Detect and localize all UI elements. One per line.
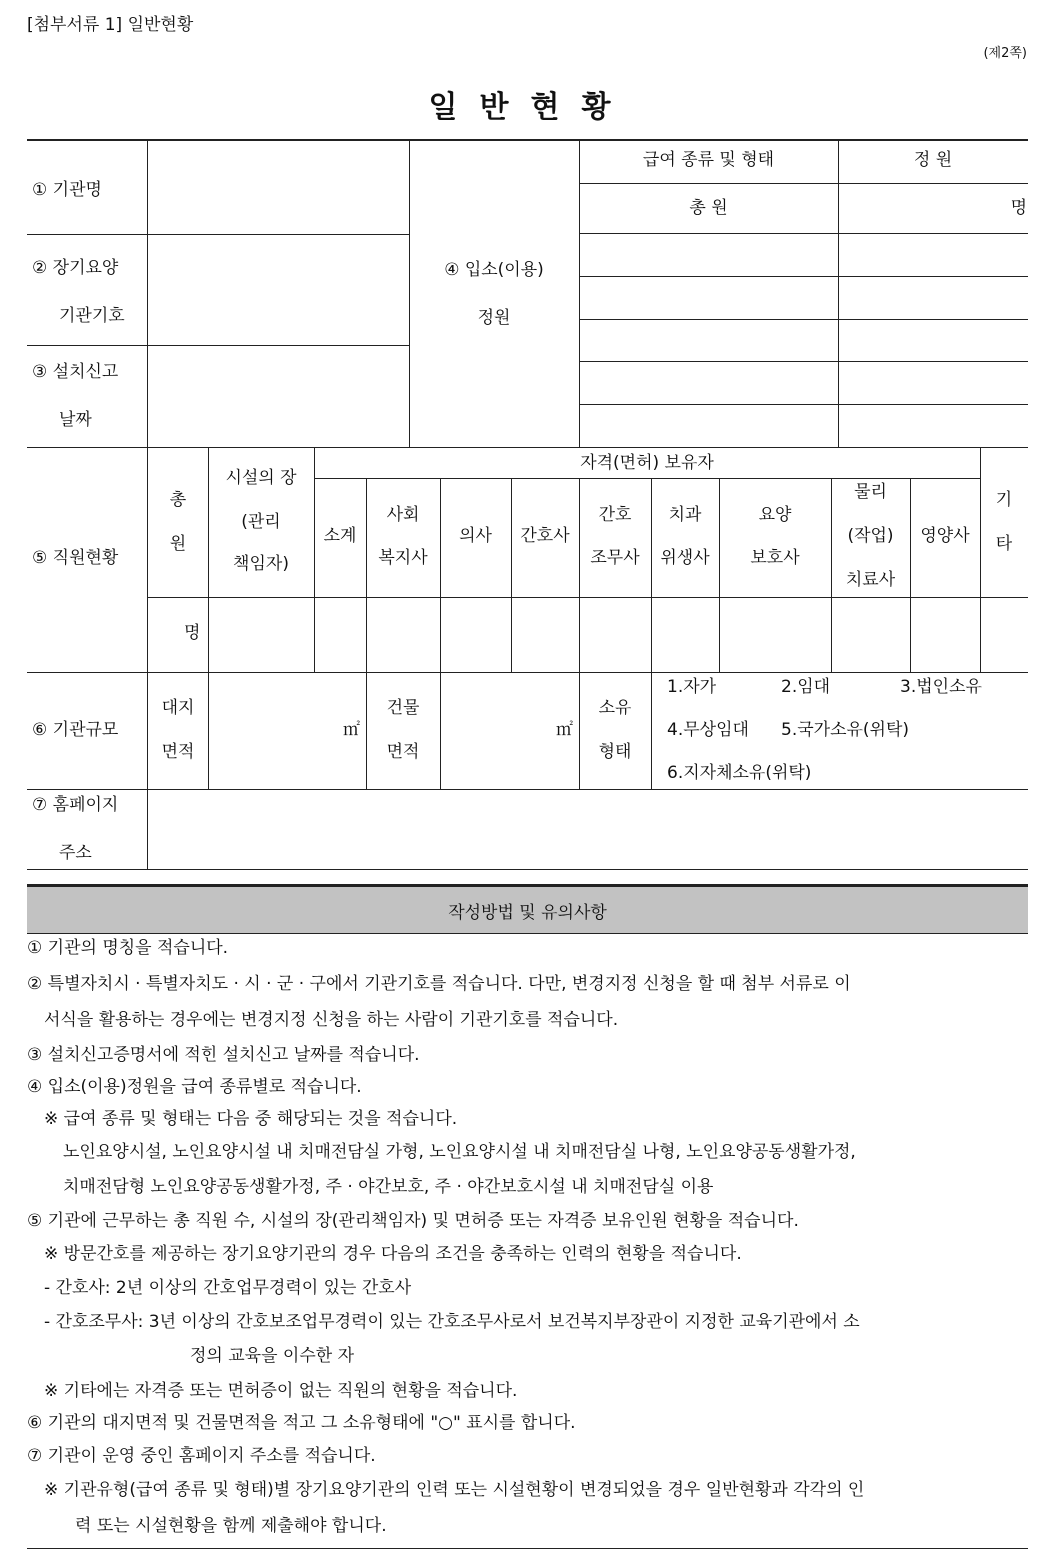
- ownership-option[interactable]: 2.임대: [781, 677, 831, 697]
- report-date-label-2: 날짜: [59, 410, 92, 430]
- ownership-option[interactable]: 3.법인소유: [900, 677, 982, 697]
- note-line: 력 또는 시설현황을 함께 제출해야 합니다.: [75, 1516, 387, 1536]
- note-line: ※ 기타에는 자격증 또는 면허증이 없는 직원의 현황을 적습니다.: [44, 1381, 518, 1401]
- staff-count-unit: 명: [184, 623, 201, 643]
- scale-label: ⑥ 기관규모: [32, 720, 119, 740]
- homepage-label-2: 주소: [59, 843, 92, 863]
- homepage-field[interactable]: [148, 790, 1028, 869]
- staff-label: ⑤ 직원현황: [32, 548, 119, 568]
- note-line: ⑦ 기관이 운영 중인 홈페이지 주소를 적습니다.: [27, 1446, 376, 1466]
- notes-heading: 작성방법 및 유의사항: [27, 884, 1028, 934]
- land-area-field[interactable]: [209, 673, 337, 789]
- total-capacity-label: 총 원: [689, 198, 728, 218]
- note-line: 정의 교육을 이수한 자: [190, 1346, 355, 1366]
- dental-hygienist-1: 치과: [668, 505, 702, 525]
- staff-count-row[interactable]: [209, 598, 1028, 672]
- nurse-aide-2: 조무사: [590, 548, 640, 568]
- capacity-label-1: ④ 입소(이용): [444, 260, 544, 280]
- org-name-field[interactable]: [148, 141, 409, 234]
- building-area-unit: ㎡: [556, 720, 573, 740]
- ownership-option[interactable]: 1.자가: [667, 677, 717, 697]
- dental-hygienist-2: 위생사: [660, 548, 710, 568]
- other-label-2: 타: [995, 534, 1013, 554]
- nutritionist-label: 영양사: [920, 526, 970, 546]
- ownership-option[interactable]: 6.지자체소유(위탁): [667, 763, 812, 783]
- benefit-type-header: 급여 종류 및 형태: [642, 150, 775, 170]
- total-capacity-field[interactable]: [839, 184, 999, 233]
- attachment-label: [첨부서류 1] 일반현황: [27, 15, 194, 35]
- note-line: ① 기관의 명칭을 적습니다.: [27, 938, 229, 958]
- capacity-label-2: 정원: [477, 308, 511, 328]
- ltc-code-field[interactable]: [148, 235, 409, 345]
- note-line: ⑤ 기관에 근무하는 총 직원 수, 시설의 장(관리책임자) 및 면허증 또는 자격증 보유인원 현황을 적습니다.: [27, 1211, 799, 1231]
- therapist-1: 물리: [854, 482, 887, 502]
- social-worker-2: 복지사: [378, 548, 428, 568]
- ownership-option[interactable]: 4.무상임대: [667, 720, 749, 740]
- nurse-label: 간호사: [520, 526, 570, 546]
- therapist-2: (작업): [847, 526, 894, 546]
- report-date-label-1: ③ 설치신고: [32, 362, 119, 382]
- page-number: (제2쪽): [983, 46, 1027, 61]
- care-worker-1: 요양: [758, 505, 792, 525]
- note-line: 치매전담형 노인요양공동생활가정, 주 · 야간보호, 주 · 야간보호시설 내 치매전담실 이용: [63, 1177, 714, 1197]
- note-line: ※ 방문간호를 제공하는 장기요양기관의 경우 다음의 조건을 충족하는 인력의 현황을 적습니다.: [44, 1244, 742, 1264]
- facility-head-2: (관리: [241, 512, 281, 532]
- ltc-code-label-2: 기관기호: [59, 306, 125, 326]
- building-area-field[interactable]: [441, 673, 551, 789]
- bottom-rule: [27, 1548, 1028, 1549]
- note-line: ※ 기관유형(급여 종류 및 형태)별 장기요양기관의 인력 또는 시설현황이 변경되었을 경우 일반현황과 각각의 인: [44, 1480, 865, 1500]
- nurse-aide-1: 간호: [598, 505, 632, 525]
- note-line: ※ 급여 종류 및 형태는 다음 중 해당되는 것을 적습니다.: [44, 1109, 458, 1129]
- doctor-label: 의사: [459, 526, 492, 546]
- subtotal-label: 소계: [323, 526, 357, 546]
- ownership-option[interactable]: 5.국가소유(위탁): [781, 720, 910, 740]
- building-area-2: 면적: [386, 742, 420, 762]
- care-worker-2: 보호사: [750, 548, 800, 568]
- homepage-label-1: ⑦ 홈페이지: [32, 795, 119, 815]
- land-area-unit: ㎡: [343, 720, 360, 740]
- note-line: ④ 입소(이용)정원을 급여 종류별로 적습니다.: [27, 1077, 362, 1097]
- staff-total-2: 원: [169, 534, 187, 554]
- ltc-code-label-1: ② 장기요양: [32, 258, 119, 278]
- land-area-2: 면적: [161, 742, 195, 762]
- capacity-unit: 명: [1010, 198, 1027, 218]
- note-line: ③ 설치신고증명서에 적힌 설치신고 날짜를 적습니다.: [27, 1045, 420, 1065]
- note-line: - 간호사: 2년 이상의 간호업무경력이 있는 간호사: [44, 1278, 412, 1298]
- report-date-field[interactable]: [148, 346, 409, 447]
- note-line: ② 특별자치시 · 특별자치도 · 시 · 군 · 구에서 기관기호를 적습니다. 다만, 변경지정 신청을 할 때 첨부 서류로 이: [27, 974, 851, 994]
- note-line: 노인요양시설, 노인요양시설 내 치매전담실 가형, 노인요양시설 내 치매전담실 나형, 노인요양공동생활가정,: [63, 1142, 856, 1162]
- note-line: ⑥ 기관의 대지면적 및 건물면적을 적고 그 소유형태에 "○" 표시를 합니다.: [27, 1413, 576, 1433]
- other-label-1: 기: [995, 490, 1013, 510]
- staff-total-1: 총: [169, 490, 187, 510]
- licensed-header: 자격(면허) 보유자: [580, 453, 714, 473]
- ownership-label-1: 소유: [598, 698, 632, 718]
- capacity-header: 정 원: [913, 150, 953, 170]
- facility-head-3: 책임자): [233, 554, 289, 574]
- therapist-3: 치료사: [845, 570, 896, 590]
- note-line: 서식을 활용하는 경우에는 변경지정 신청을 하는 사람이 기관기호를 적습니다.: [44, 1010, 619, 1030]
- org-name-label: ① 기관명: [32, 180, 102, 200]
- social-worker-1: 사회: [386, 505, 420, 525]
- note-line: - 간호조무사: 3년 이상의 간호보조업무경력이 있는 간호조무사로서 보건복지부장관이 지정한 교육기관에서 소: [44, 1312, 860, 1332]
- document-title: 일 반 현 황: [428, 90, 613, 125]
- land-area-1: 대지: [161, 698, 195, 718]
- ownership-label-2: 형태: [598, 742, 632, 762]
- building-area-1: 건물: [386, 698, 420, 718]
- facility-head-1: 시설의 장: [225, 468, 297, 488]
